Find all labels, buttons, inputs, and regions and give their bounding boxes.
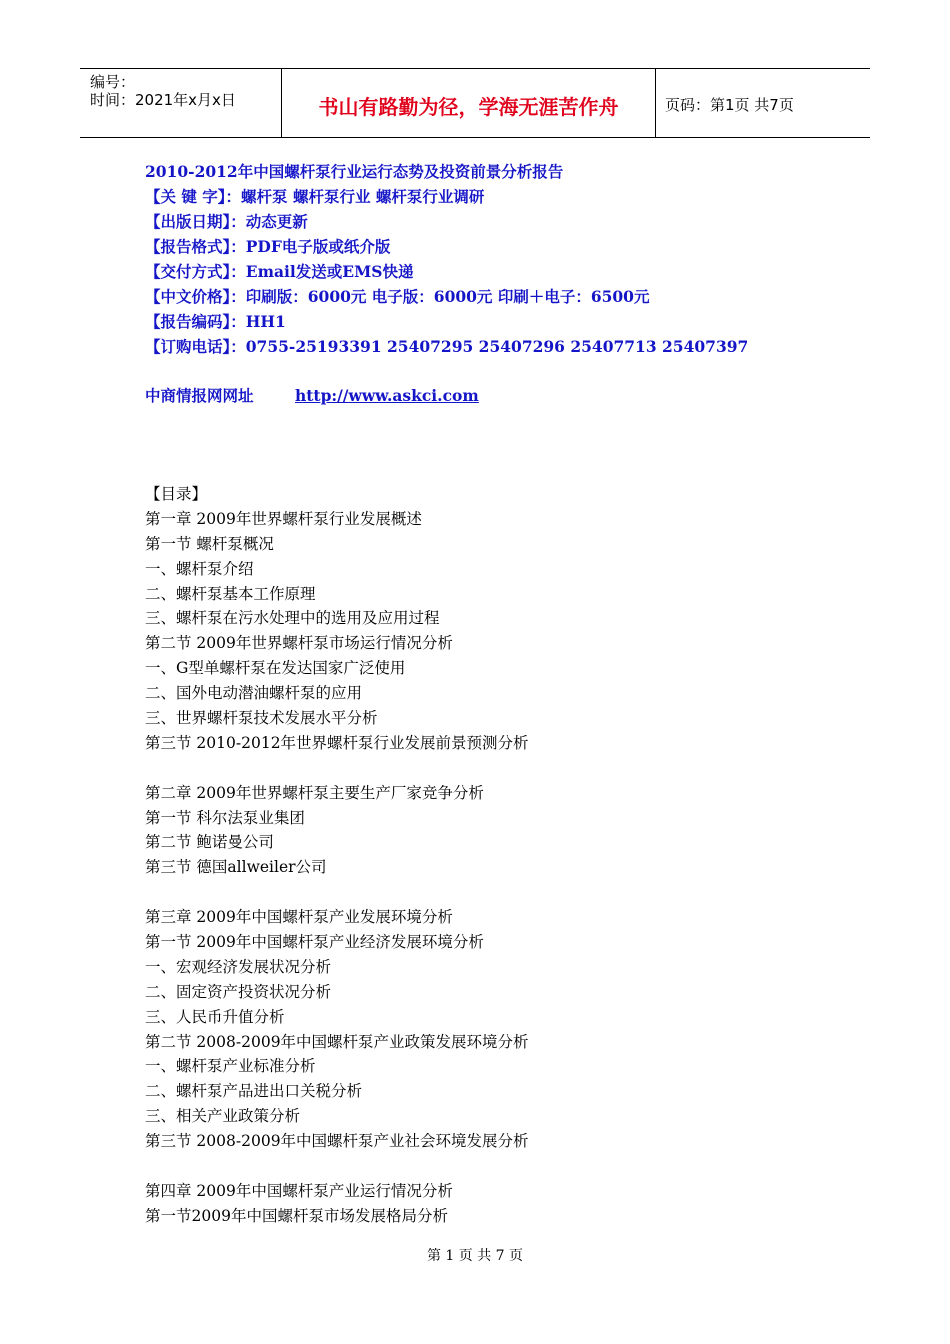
toc-spacer <box>145 756 529 781</box>
toc-item: 二、螺杆泵产品进出口关税分析 <box>145 1082 363 1101</box>
toc-item: 三、人民币升值分析 <box>145 1007 285 1026</box>
toc-item: 一、宏观经济发展状况分析 <box>145 957 332 976</box>
site-link[interactable]: http://www.askci.com <box>295 386 479 405</box>
toc-item: 二、固定资产投资状况分析 <box>145 982 332 1001</box>
toc-item: 第三节 德国allweiler公司 <box>145 858 327 877</box>
toc-item: 第二节 2009年世界螺杆泵市场运行情况分析 <box>145 634 453 653</box>
table-of-contents <box>145 482 529 1229</box>
report-phone: 【订购电话】：0755-25193391 25407295 25407296 25407713 25407397 <box>145 337 749 356</box>
page-header <box>80 68 870 138</box>
toc-item: 第一章 2009年世界螺杆泵行业发展概述 <box>145 509 422 528</box>
report-title: 2010-2012年中国螺杆泵行业运行态势及投资前景分析报告 <box>145 162 564 181</box>
header-page-cell <box>655 69 870 137</box>
toc-item: 【目录】 <box>145 485 208 503</box>
report-keywords: 【关 键 字】：螺杆泵 螺杆泵行业 螺杆泵行业调研 <box>145 187 485 206</box>
toc-item: 第三节 2010-2012年世界螺杆泵行业发展前景预测分析 <box>145 733 529 752</box>
toc-item: 三、相关产业政策分析 <box>145 1107 301 1126</box>
report-delivery: 【交付方式】：Email发送或EMS快递 <box>145 262 414 281</box>
toc-item: 第二章 2009年世界螺杆泵主要生产厂家竞争分析 <box>145 783 484 802</box>
toc-item: 一、螺杆泵产业标准分析 <box>145 1057 316 1076</box>
report-format: 【报告格式】：PDF电子版或纸介版 <box>145 237 391 256</box>
site-line <box>145 383 479 408</box>
toc-item: 第一节 2009年中国螺杆泵产业经济发展环境分析 <box>145 933 484 952</box>
toc-item: 第四章 2009年中国螺杆泵产业运行情况分析 <box>145 1181 453 1200</box>
toc-spacer <box>145 1154 529 1179</box>
toc-item: 第二节 2008-2009年中国螺杆泵产业政策发展环境分析 <box>145 1032 529 1051</box>
toc-spacer <box>145 880 529 905</box>
toc-item: 二、螺杆泵基本工作原理 <box>145 584 316 603</box>
report-price: 【中文价格】：印刷版：6000元 电子版：6000元 印刷＋电子：6500元 <box>145 287 650 306</box>
toc-item: 第一节2009年中国螺杆泵市场发展格局分析 <box>145 1206 448 1225</box>
toc-item: 第一节 螺杆泵概况 <box>145 534 274 553</box>
time-label: 时间：2021年x月x日 <box>90 91 236 109</box>
header-motto-cell <box>281 69 656 137</box>
toc-item: 一、G型单螺杆泵在发达国家广泛使用 <box>145 659 406 678</box>
toc-item: 三、世界螺杆泵技术发展水平分析 <box>145 709 378 728</box>
toc-item: 二、国外电动潜油螺杆泵的应用 <box>145 684 363 703</box>
motto: 书山有路勤为径，学海无涯苦作舟 <box>318 95 619 119</box>
page-number-label: 页码：第1页 共7页 <box>665 96 794 114</box>
site-label: 中商情报网网址 <box>145 386 254 405</box>
toc-item: 第三章 2009年中国螺杆泵产业发展环境分析 <box>145 908 453 927</box>
page-footer: 第 1 页 共 7 页 <box>426 1248 524 1264</box>
toc-item: 第三节 2008-2009年中国螺杆泵产业社会环境发展分析 <box>145 1132 529 1151</box>
toc-item: 第一节 科尔法泵业集团 <box>145 808 305 827</box>
serial-label: 编号： <box>90 73 136 91</box>
toc-item: 三、螺杆泵在污水处理中的选用及应用过程 <box>145 609 440 628</box>
report-code: 【报告编码】：HH1 <box>145 312 286 331</box>
toc-item: 第二节 鲍诺曼公司 <box>145 833 274 852</box>
header-info-cell <box>80 69 281 137</box>
report-meta <box>145 159 748 359</box>
toc-item: 一、螺杆泵介绍 <box>145 559 254 578</box>
report-publish-date: 【出版日期】：动态更新 <box>145 212 308 231</box>
